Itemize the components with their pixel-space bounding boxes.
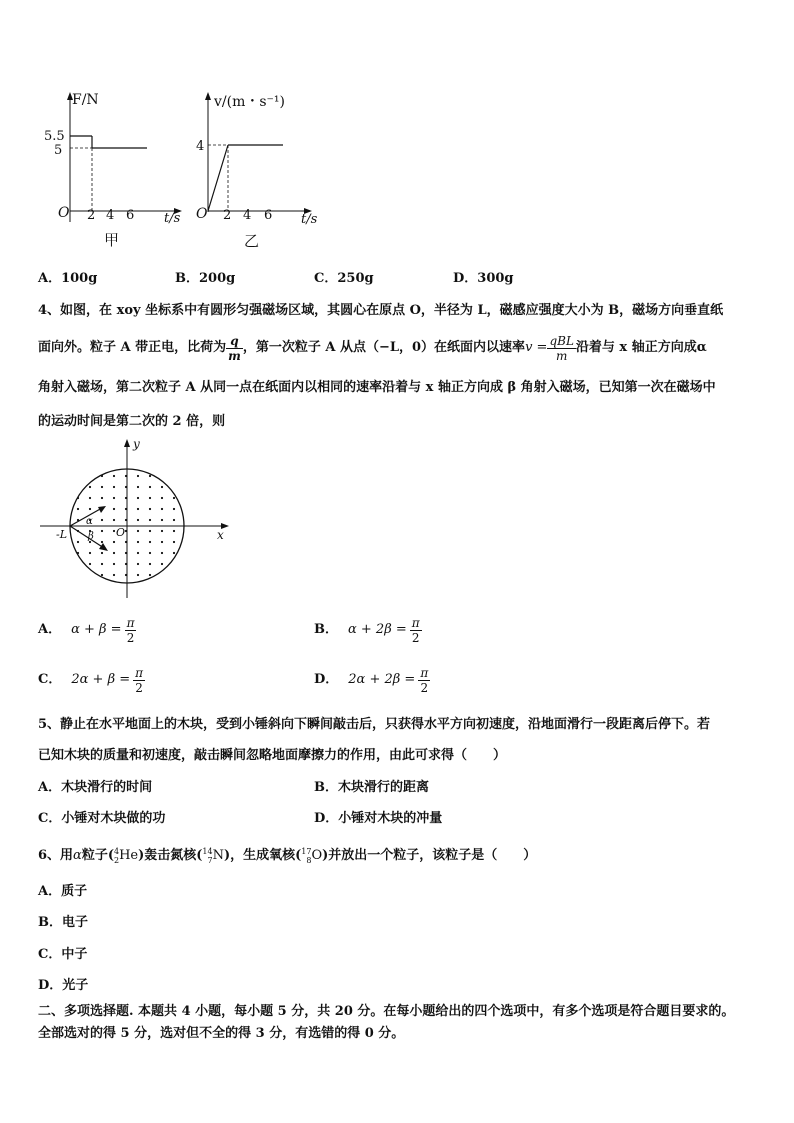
field-dot [149, 519, 151, 521]
q6-p1: 6、用 [38, 848, 74, 863]
q5-option-a-text: 木块滑行的时间 [61, 780, 153, 795]
graph-b-origin: O [196, 206, 208, 222]
field-dot [137, 486, 139, 488]
field-dot [173, 486, 175, 488]
field-dot [149, 541, 151, 543]
field-dot [137, 519, 139, 521]
field-dot [89, 475, 91, 477]
q6-p4: )，生成氧核( [223, 848, 302, 863]
q4-line-1: 4、如图，在 xoy 坐标系中有圆形匀强磁场区域，其圆心在原点 O，半径为 L，磁感应强度大小为 B，磁场方向垂直纸 [38, 303, 724, 318]
q6-option-a-label: A． [38, 884, 62, 899]
q3-option-d[interactable] [453, 270, 514, 288]
graph-a-xtick-6: 6 [126, 208, 135, 223]
q4-option-b-den: 2 [411, 630, 420, 645]
o-mass-number: 17 [301, 847, 312, 856]
field-dot [161, 475, 163, 477]
q6-option-a-text: 质子 [61, 884, 88, 899]
field-dot [113, 552, 115, 554]
q4-option-a-lhs: α + β = [71, 622, 122, 637]
fig-origin: O [116, 526, 126, 539]
he-atomic-number: 2 [113, 856, 120, 865]
graph-b-xtick-6: 6 [264, 208, 273, 223]
graph-a-ytick-5: 5 [54, 143, 63, 158]
q4-option-b-fraction [410, 616, 422, 645]
field-dot [89, 563, 91, 565]
field-dot [89, 486, 91, 488]
q4-line-2 [38, 328, 707, 368]
q5-option-b-text: 木块滑行的距离 [338, 780, 430, 795]
field-dot [173, 552, 175, 554]
field-dot [161, 563, 163, 565]
q3-option-c-label: C． [314, 271, 338, 286]
field-dot [161, 519, 163, 521]
field-dot [77, 541, 79, 543]
q5-option-d[interactable] [314, 810, 442, 828]
o-symbol: O [311, 848, 323, 863]
field-dot [137, 563, 139, 565]
graph-b-xtick-2: 2 [223, 208, 232, 223]
q3-option-b-label: B． [175, 271, 199, 286]
field-dot [137, 508, 139, 510]
q4-option-b[interactable] [314, 612, 422, 648]
q4-option-c-label: C． [38, 672, 62, 687]
field-dot [113, 574, 115, 576]
q6-option-b[interactable] [38, 914, 88, 932]
field-dot [137, 552, 139, 554]
q3-option-a-text: 100g [61, 271, 98, 286]
q5-line-2: 已知木块的质量和初速度，敲击瞬间忽略地面摩擦力的作用，由此可求得（ ） [38, 748, 507, 763]
q6-alpha: α [73, 848, 82, 863]
field-dot [101, 497, 103, 499]
field-dot [173, 530, 175, 532]
graph-velocity-time [188, 88, 338, 253]
speed-den: m [555, 348, 568, 363]
q5-option-b[interactable] [314, 779, 429, 797]
graph-b-ytick-4: 4 [196, 139, 205, 154]
field-dot [113, 541, 115, 543]
q4-option-a-num: π [126, 615, 135, 630]
graph-b-x-label: t/s [301, 212, 318, 227]
field-dot [77, 552, 79, 554]
field-dot [149, 563, 151, 565]
field-dot [149, 475, 151, 477]
q4-option-c-fraction [133, 666, 145, 695]
q5-option-c[interactable] [38, 810, 165, 828]
q4-option-c[interactable] [38, 662, 145, 698]
q4-line-4: 的运动时间是第二次的 2 倍，则 [38, 414, 226, 429]
field-dot [161, 574, 163, 576]
q3-option-d-text: 300g [477, 271, 514, 286]
field-dot [149, 552, 151, 554]
field-dot [89, 552, 91, 554]
field-dot [113, 530, 115, 532]
section-2-line-2: 全部选对的得 5 分，选对但不全的得 3 分，有选错的得 0 分。 [38, 1026, 405, 1041]
charge-ratio-num: q [226, 334, 243, 349]
field-dot [173, 475, 175, 477]
field-dot [173, 508, 175, 510]
field-dot [173, 574, 175, 576]
q3-option-b-text: 200g [199, 271, 236, 286]
field-dot [113, 475, 115, 477]
charge-ratio-den: m [228, 348, 241, 363]
field-dot [77, 486, 79, 488]
field-dot [137, 475, 139, 477]
field-dot [149, 530, 151, 532]
graph-force-time [40, 88, 190, 253]
graph-b-ramp [208, 145, 228, 211]
field-dot [101, 530, 103, 532]
field-dot [101, 563, 103, 565]
magnetic-field-figure [36, 436, 246, 606]
field-dot [101, 574, 103, 576]
field-dot [161, 508, 163, 510]
q4-option-d-fraction [418, 666, 430, 695]
q5-option-a[interactable] [38, 779, 152, 797]
field-dot [173, 563, 175, 565]
q3-option-a[interactable] [38, 270, 97, 288]
field-dot [161, 497, 163, 499]
graph-a-xtick-4: 4 [106, 208, 115, 223]
field-dot [149, 497, 151, 499]
fig-angle-alpha: α [86, 516, 93, 527]
field-dot [101, 519, 103, 521]
q4-option-c-num: π [135, 665, 143, 680]
speed-num: qBL [549, 333, 574, 348]
field-dot [161, 552, 163, 554]
field-dot [137, 541, 139, 543]
q4-option-d-lhs: 2α + 2β = [348, 672, 416, 687]
section-2-line-1: 二、多项选择题. 本题共 4 小题，每小题 5 分，共 20 分。在每小题给出的四个选项中，有多个选项是符合题目要求的。 [38, 1004, 735, 1019]
q4-line-2b: ，第一次粒子 A 从点（−L，0）在纸面内以速率 [242, 340, 526, 355]
graph-a-y-label: F/N [72, 92, 99, 108]
field-dot [113, 497, 115, 499]
q6-option-c-text: 中子 [61, 947, 88, 962]
fig-y-arrow [124, 439, 130, 447]
q6-p2: 粒子( [81, 848, 114, 863]
q4-option-b-num: π [411, 615, 420, 630]
he-mass-number: 4 [113, 847, 120, 856]
graph-b-y-label: v/(m・s⁻¹) [214, 94, 286, 110]
field-dot [149, 508, 151, 510]
q5-line-1: 5、静止在水平地面上的木块，受到小锤斜向下瞬间敲击后，只获得水平方向初速度，沿地面滑行一段距离后停下。若 [38, 717, 711, 732]
field-dot [149, 574, 151, 576]
field-dot [101, 541, 103, 543]
q6-option-c[interactable] [38, 946, 87, 964]
q4-line-2a: 面向外。粒子 A 带正电，比荷为 [38, 340, 227, 355]
field-dot [113, 508, 115, 510]
q5-option-c-text: 小锤对木块做的功 [61, 811, 166, 826]
graph-b-y-arrow [205, 92, 211, 100]
fig-point-neg-l: -L [56, 528, 68, 541]
n-mass-number: 14 [202, 847, 213, 856]
field-dot [173, 519, 175, 521]
q4-option-d-label: D． [314, 672, 339, 687]
field-dot [149, 486, 151, 488]
q4-option-c-den: 2 [135, 680, 143, 695]
q4-option-b-lhs: α + 2β = [348, 622, 407, 637]
q3-option-c-text: 250g [337, 271, 374, 286]
field-dot [161, 530, 163, 532]
n-symbol: N [212, 848, 224, 863]
field-dot [173, 541, 175, 543]
q4-option-c-lhs: 2α + β = [71, 672, 131, 687]
field-dot [137, 530, 139, 532]
q3-option-d-label: D． [453, 271, 478, 286]
q5-option-a-label: A． [38, 780, 62, 795]
q4-option-d[interactable] [314, 662, 430, 698]
field-dot [89, 574, 91, 576]
speed-lhs: v = [525, 340, 548, 355]
q5-option-d-label: D． [314, 811, 339, 826]
q6-option-a[interactable] [38, 883, 87, 901]
field-dot [173, 497, 175, 499]
field-dot [89, 508, 91, 510]
field-dot [77, 475, 79, 477]
q4-line-2c: 沿着与 x 轴正方向成α [575, 340, 707, 355]
graph-a-x-label: t/s [164, 211, 181, 226]
q4-option-d-den: 2 [420, 680, 429, 695]
q6-option-d[interactable] [38, 977, 88, 995]
q4-line-3: 角射入磁场，第二次粒子 A 从同一点在纸面内以相同的速率沿着与 x 轴正方向成 β 角射入磁场，已知第一次在磁场中 [38, 380, 716, 395]
q6-option-d-text: 光子 [62, 978, 89, 993]
q4-option-a[interactable] [38, 612, 136, 648]
o-atomic-number: 8 [306, 856, 312, 865]
field-dot [137, 497, 139, 499]
speed-fraction [547, 334, 575, 363]
q5-option-d-text: 小锤对木块的冲量 [338, 811, 443, 826]
graph-b-caption: 乙 [244, 232, 260, 250]
q4-option-a-den: 2 [126, 630, 135, 645]
q5-option-c-label: C． [38, 811, 62, 826]
n-atomic-number: 7 [207, 856, 213, 865]
field-dot [161, 486, 163, 488]
q4-option-b-label: B． [314, 622, 338, 637]
he-symbol: He [119, 848, 139, 863]
graph-a-origin: O [58, 205, 70, 221]
o-nuclide-indices [301, 847, 311, 865]
field-dot [89, 497, 91, 499]
fig-angle-beta: β [88, 531, 94, 542]
fig-y-label: y [133, 437, 140, 451]
n-nuclide-indices [202, 847, 212, 865]
field-dot [101, 475, 103, 477]
q3-option-b[interactable] [175, 270, 235, 288]
field-dot [137, 574, 139, 576]
field-dot [77, 508, 79, 510]
field-dot [101, 552, 103, 554]
q6-p5: )并放出一个粒子，该粒子是（ ） [322, 848, 537, 863]
q6-option-b-text: 电子 [62, 915, 89, 930]
graph-b-xtick-4: 4 [243, 208, 252, 223]
q6-p3: )轰击氮核( [138, 848, 203, 863]
q4-option-a-label: A． [38, 622, 62, 637]
graph-a-ytick-55: 5.5 [44, 129, 65, 144]
field-dot [113, 486, 115, 488]
graph-a-xtick-2: 2 [87, 208, 96, 223]
charge-ratio-fraction [226, 334, 243, 363]
q4-option-a-fraction [125, 616, 137, 645]
field-dot [101, 486, 103, 488]
q5-option-b-label: B． [314, 780, 338, 795]
q6-stem [38, 845, 536, 867]
q3-option-a-label: A． [38, 271, 62, 286]
fig-x-label: x [217, 528, 224, 542]
q3-option-c[interactable] [314, 270, 374, 288]
field-dot [113, 563, 115, 565]
field-dot [77, 574, 79, 576]
q6-option-b-label: B． [38, 915, 62, 930]
field-dot [113, 519, 115, 521]
q6-option-c-label: C． [38, 947, 62, 962]
field-dot [77, 563, 79, 565]
graph-a-caption: 甲 [104, 231, 120, 249]
q4-option-d-num: π [420, 665, 429, 680]
q6-option-d-label: D． [38, 978, 63, 993]
field-dot [161, 541, 163, 543]
